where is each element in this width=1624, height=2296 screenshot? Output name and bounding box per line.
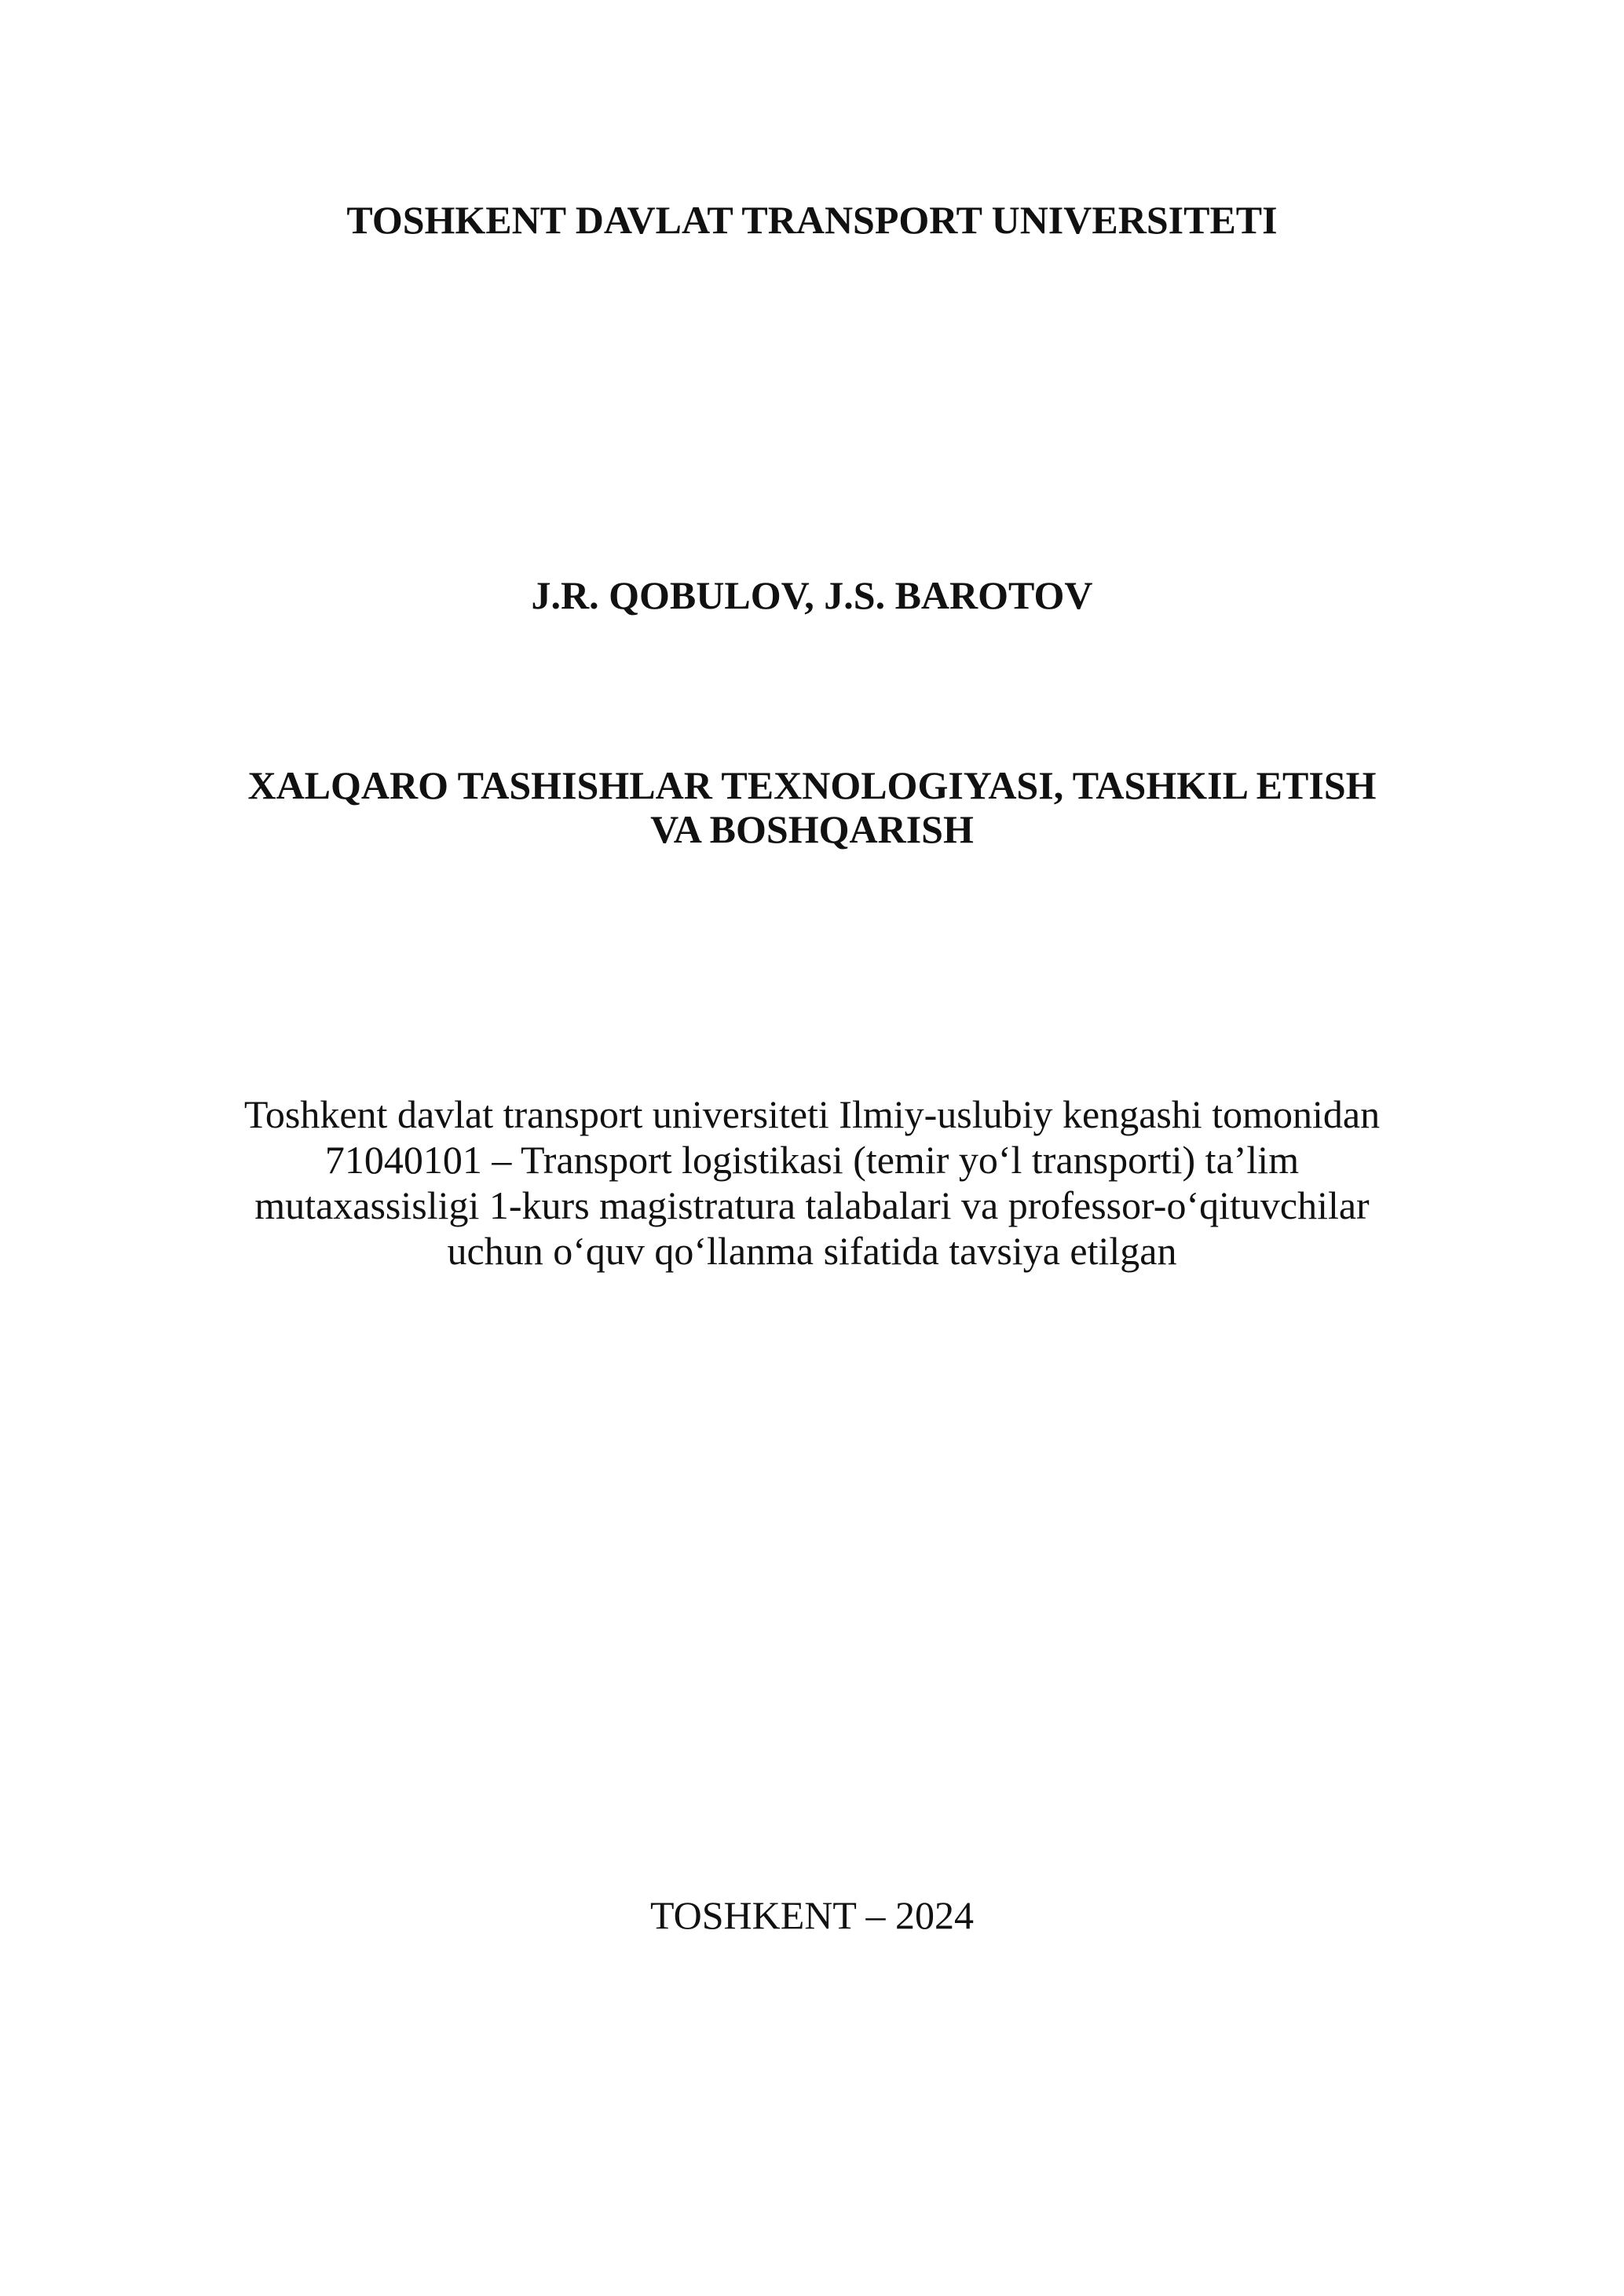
authors: J.R. QOBULOV, J.S. BAROTOV [531, 573, 1093, 617]
recommendation-line-1: Toshkent davlat transport universiteti Ilmiy-uslubiy kengashi tomonidan [243, 1092, 1381, 1136]
recommendation-line-2: 71040101 – Transport logistikasi (temir yo‘l transporti) ta’lim [324, 1138, 1300, 1182]
recommendation-note [0, 1091, 1624, 1274]
city-and-year: TOSHKENT – 2024 [649, 1893, 975, 1937]
book-title-line-1: XALQARO TASHISHLAR TEXNOLOGIYASI, TASHKIL ETISH [247, 763, 1377, 807]
recommendation-line-4: uchun o‘quv qo‘llanma sifatida tavsiya etilgan [447, 1229, 1177, 1273]
recommendation-line-3: mutaxassisligi 1-kurs magistratura talabalari va professor-o‘qituvchilar [254, 1183, 1370, 1227]
book-title-line-2: VA BOSHQARISH [650, 807, 974, 851]
university-name: TOSHKENT DAVLAT TRANSPORT UNIVERSITETI [346, 198, 1278, 242]
